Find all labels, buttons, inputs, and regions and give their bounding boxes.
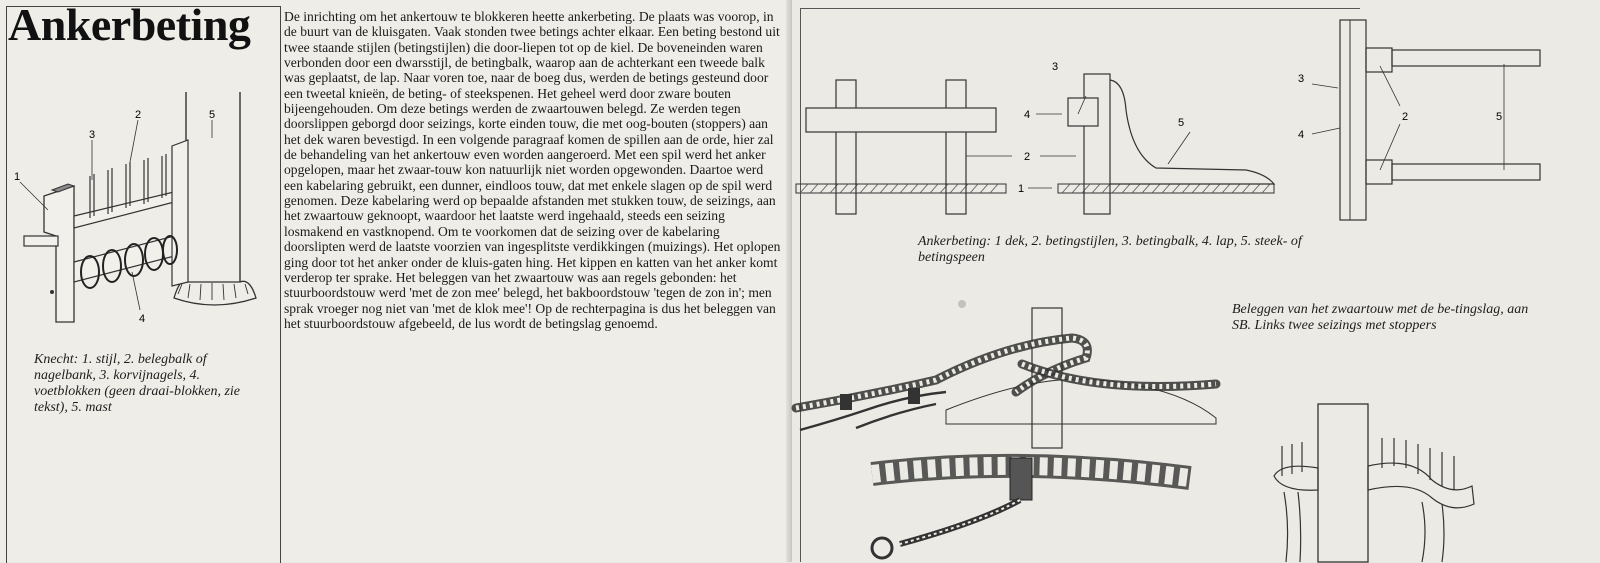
fig-label-3: 3 [89,129,96,141]
diagram-label-3: 3 [1052,61,1059,73]
side-label-2: 2 [1402,111,1409,123]
diagram-label-4: 4 [1024,109,1031,121]
left-page [0,0,792,562]
fig-label-2: 2 [135,109,142,121]
side-label-3: 3 [1298,73,1305,85]
betingslag-bits-illustration [1262,396,1502,562]
fig-label-5: 5 [209,109,216,121]
ankerbeting-side-view [1290,12,1550,222]
zwaartouw-rope-illustration [796,300,1236,450]
knecht-caption: Knecht: 1. stijl, 2. belegbalk of nagelbank, 3. korvijnagels, 4. voetblokken (geen draai-blokken, zie tekst), 5. mast [34,352,241,415]
body-text: De inrichting om het ankertouw te blokkeren heette ankerbeting. De plaats was voorop, in de buurt van de kluisgaten. Vaak stonden twee betings achter elkaar. Een beting bestond uit twee staande stijlen (betingstijlen) die door-liepen tot op de kiel. De boveneinden waren verbonden door een dwarsstijl, de betingbalk, waarop aan de achterkant een tweede balk was geplaatst, de lap. Naar voren toe, naar de boeg dus, werden de betings gesteund door een tweetal knieën, de beting- of steekspenen. Het geheel werd door zware bouten bijeengehouden. Om deze betings werden de zwaartouwen belegd. Ze werden tegen doorslippen geborgd door seizings, korte einden touw, die met oog-bouten (stoppers) aan het dek waren bevestigd. In een volgende paragraaf komen de spillen aan de orde, hier zal de behandeling van het ankertouw even worden aangeroerd. Met een spil werd het anker opgelopen, maar het zwaar-touw kon natuurlijk niet worden opgewonden. Daartoe werd een kabelaring gebruikt, een dunner, eindloos touw, dat met enkele slagen op de spil werd genomen. Deze kabelaring werd op bepaalde afstanden met stukken touw, de seizings, aan het zwaartouw geknoopt, waardoor het laatste werd ingehaald, steeds een seizing losmakend en vastknopend. Om te voorkomen dat de seizing over de kabelaring doorslipten werd de laatste voorzien van ingesplitste verdikkingen (muizings). Het oplopen ging door tot het anker onder de kluis-gaten hing. Het kippen en katten van het anker komt verderop ter sprake. Het beleggen van het zwaartouw was aan regels gebonden: het stuurboordstouw werd 'met de zon mee' belegd, het bakboordstouw 'tegen de zon in'; men sprak vroeger nog niet van 'met de klok mee'! Op de rechterpagina is dus het beleggen van het stuurboordstouw afgebeeld, de lus wordt de betingslag genoemd. [284,9,781,331]
seizing-detail-illustration [860,452,1200,562]
side-label-5: 5 [1496,111,1503,123]
diagram-label-5: 5 [1178,117,1185,129]
fig-label-4: 4 [139,313,146,325]
fig-label-1: 1 [14,171,21,183]
ankerbeting-diagram [796,61,1276,210]
knecht-illustration [4,86,274,326]
page-title: Ankerbeting [8,0,251,50]
knecht-drawing [24,140,188,322]
top-rule [800,8,1360,9]
diagram-label-1: 1 [1018,183,1025,195]
ankerbeting-caption: Ankerbeting: 1 dek, 2. betingstijlen, 3. betingbalk, 4. lap, 5. steek- of betingspeen [918,234,1302,265]
diagram-label-2: 2 [1024,151,1031,163]
betingslag-caption: Beleggen van het zwaartouw met de be-tingslag, aan SB. Links twee seizings met stoppers [1232,302,1529,333]
side-label-4: 4 [1298,129,1305,141]
